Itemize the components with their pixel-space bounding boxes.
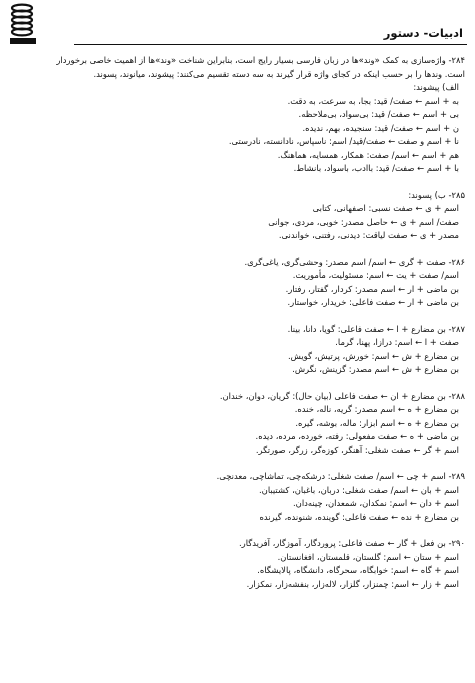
text-line: بن مضارع + ش ← اسم: خورش، پرتیش، گویش.: [288, 350, 459, 361]
text-line: ۲۸۹- اسم + چی ← اسم/ صفت شغلی: درشکه‌چی، تماشاچی، معدنچی.: [216, 471, 465, 481]
text-line: اسم + گر ← صفت شغلی: آهنگر، کوزه‌گر، زرگر، صورتگر.: [255, 444, 459, 455]
text-line: بن ماضی + ه ← صفت مفعولی: رفته، خورده، مرده، دیده.: [255, 431, 459, 441]
text-line: اسم + دان ← اسم: نمکدان، شمعدان، چینه‌دان.: [293, 498, 459, 508]
text-line: بن ماضی + ار ← صفت فاعلی: خریدار، خواستار.: [287, 297, 459, 307]
text-line: بن مضارع + ه ← اسم ابزار: ماله، بوشه، گیره.: [295, 417, 459, 428]
text-line: بن مضارع + نده ← صفت فاعلی: گوینده، شنونده، گیرنده: [259, 511, 459, 522]
document-body: [10, 54, 465, 591]
text-line: نا + اسم و صفت ← صفت/قید/ اسم: ناسپاس، نادانسته، نادرستی.: [228, 136, 459, 146]
publisher-logo: [4, 2, 44, 46]
text-line: ۲۸۶- صفت + گری ← اسم/ اسم مصدر: وحشی‌گری، یاغی‌گری.: [244, 256, 465, 267]
text-line: بن ماضی + ار ← اسم مصدر: کردار، گفتار، رفتار.: [285, 283, 459, 294]
text-line: بن مضارع + ش ← اسم مصدر: گزینش، نگرش.: [292, 364, 459, 374]
text-line: الف) پیشوند:: [413, 82, 459, 92]
text-line: ۲۸۵- ب) پسوند:: [408, 189, 465, 200]
header-divider: [74, 44, 467, 45]
page-title: ادبیات- دستور: [383, 26, 463, 40]
section-gap: [10, 310, 465, 323]
section-gap: [10, 176, 465, 189]
text-line: صفت/ اسم + ی ← حاصل مصدر: خوبی، مردی، جوانی: [268, 216, 459, 227]
section-gap: [10, 524, 465, 537]
text-line: به + اسم ← صفت/ قید: بجا، به سرعت، به دقت.: [287, 95, 459, 106]
text-line: اسم + بان ← اسم/ صفت شغلی: دربان، باغبان، کشتیبان.: [259, 484, 459, 495]
section-gap: [10, 243, 465, 256]
text-line: است. وندها را بر حسب اینکه در کجای واژه قرار گیرند به سه دسته تقسیم می‌کنند: پیشوند، میانوند، پسوند.: [93, 68, 465, 79]
text-line: بی + اسم ← صفت/ قید: بی‌سواد، بی‌ملاحظه.: [298, 109, 459, 119]
text-line: هم + اسم ← اسم/ صفت: همکار، همسایه، هماهنگ.: [277, 149, 459, 160]
page-header: [0, 0, 475, 48]
text-line: مصدر + ی ← صفت لیاقت: دیدنی، رفتنی، خواندنی.: [278, 230, 459, 240]
text-line: ۲۸۴- واژه‌سازی به کمک «وند»ها در زبان فارسی بسیار رایج است، بنابراین شناخت «وند»ها از اهمیت خاصی برخوردار: [56, 55, 465, 65]
text-line: ۲۸۸- بن مضارع + ان ← صفت فاعلی (بیان حال): گریان، دوان، خندان.: [219, 390, 465, 401]
text-line: اسم + ستان ← اسم: گلستان، قلمستان، افغانستان.: [277, 551, 459, 562]
section-gap: [10, 457, 465, 470]
text-line: ۲۸۷- بن مضارع + ا ← صفت فاعلی: گویا، دانا، بینا.: [287, 323, 465, 334]
text-line: اسم + ی ← صفت نسبی: اصفهانی، کتابی: [312, 203, 459, 213]
text-line: بن مضارع + ه ← اسم مصدر: گریه، ناله، خنده.: [294, 404, 459, 414]
text-line: اسم + گاه ← اسم: خوابگاه، سحرگاه، دانشگاه، پالایشگاه.: [257, 565, 459, 575]
section-gap: [10, 377, 465, 390]
text-line: ۲۹۰- بن فعل + گار ← صفت فاعلی: پروردگار، آموزگار، آفریدگار.: [238, 538, 465, 548]
text-line: ن + اسم ← صفت/ قید: سنجیده، بهم، ندیده.: [302, 122, 459, 133]
text-line: صفت + ا ← اسم: درازا، پهنا، گرما.: [335, 337, 459, 347]
text-line: اسم/ صفت + یت ← اسم: مسئولیت، مأموریت.: [292, 270, 459, 280]
text-line: اسم + زار ← اسم: چمنزار، گلزار، لاله‌زار، بنفشه‌زار، نمکزار.: [246, 578, 459, 589]
text-line: با + اسم ← صفت/ قید: باادب، باسواد، بانشاط.: [293, 163, 459, 173]
